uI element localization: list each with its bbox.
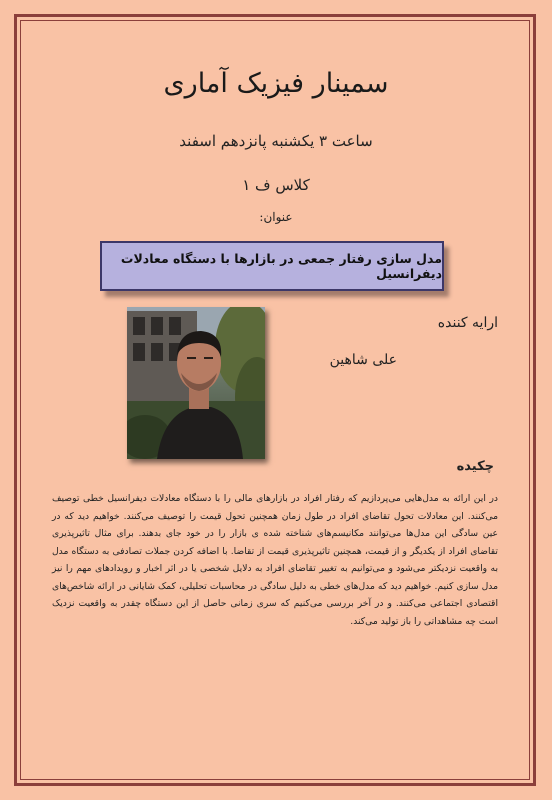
topic-label: عنوان: [259, 210, 293, 224]
presenter-photo [127, 307, 265, 459]
seminar-room: کلاس ف ۱ [242, 176, 310, 194]
abstract-text: در این ارائه به مدل‌هایی می‌پردازیم که رفتار افراد در بازارهای مالی را با دستگاه معادلات دیفرانسیل خطی توصیف می‌کنند. این معادلات تحول تقاضای افراد در طول زمان همچنین تحول قیمت را توصیف می‌کنند. خواهیم دید که در عین سادگی این مدل‌ها می‌توانند مکانیسم‌های شناخته شده ی بازار را در خود جای بدهند. برای مثال تاثیرپذیری تقاضای افراد از یکدیگر و از قیمت، همچنین تاثیرپذیری قیمت از تقاضا. با اضافه کردن جملات تصادفی به دستگاه مدل به واقعیت نزدیکتر می‌شود و می‌توانیم به تغییر تقاضای افراد به دلایل شخصی یا در اثر اخبار و رویدادهای مهم را نیز مدل سازی کنیم. خواهیم دید که مدل‌های خطی به دلیل سادگی در محاسبات تحلیلی، کمک شایانی در ارائه شاخص‌های اقتصادی اجتماعی می‌کنند. و در آخر بررسی می‌کنیم که سری زمانی حاصل از این دستگاه چقدر به واقعیت نزدیک است چه مشاهداتی را باز تولید می‌کند. [52, 493, 498, 627]
seminar-title: سمینار فیزیک آماری [163, 68, 389, 99]
presenter-label: ارایه کننده [437, 315, 498, 331]
topic-box [100, 241, 444, 291]
seminar-time: ساعت ۳ یکشنبه پانزدهم اسفند [179, 132, 373, 150]
presenter-name: علی شاهین [329, 352, 397, 368]
presenter-photo-image [127, 307, 265, 459]
topic-title: مدل سازی رفتار جمعی در بازارها با دستگاه معادلات دیفرانسیل [120, 251, 442, 281]
abstract-title: چکیده [456, 459, 494, 474]
